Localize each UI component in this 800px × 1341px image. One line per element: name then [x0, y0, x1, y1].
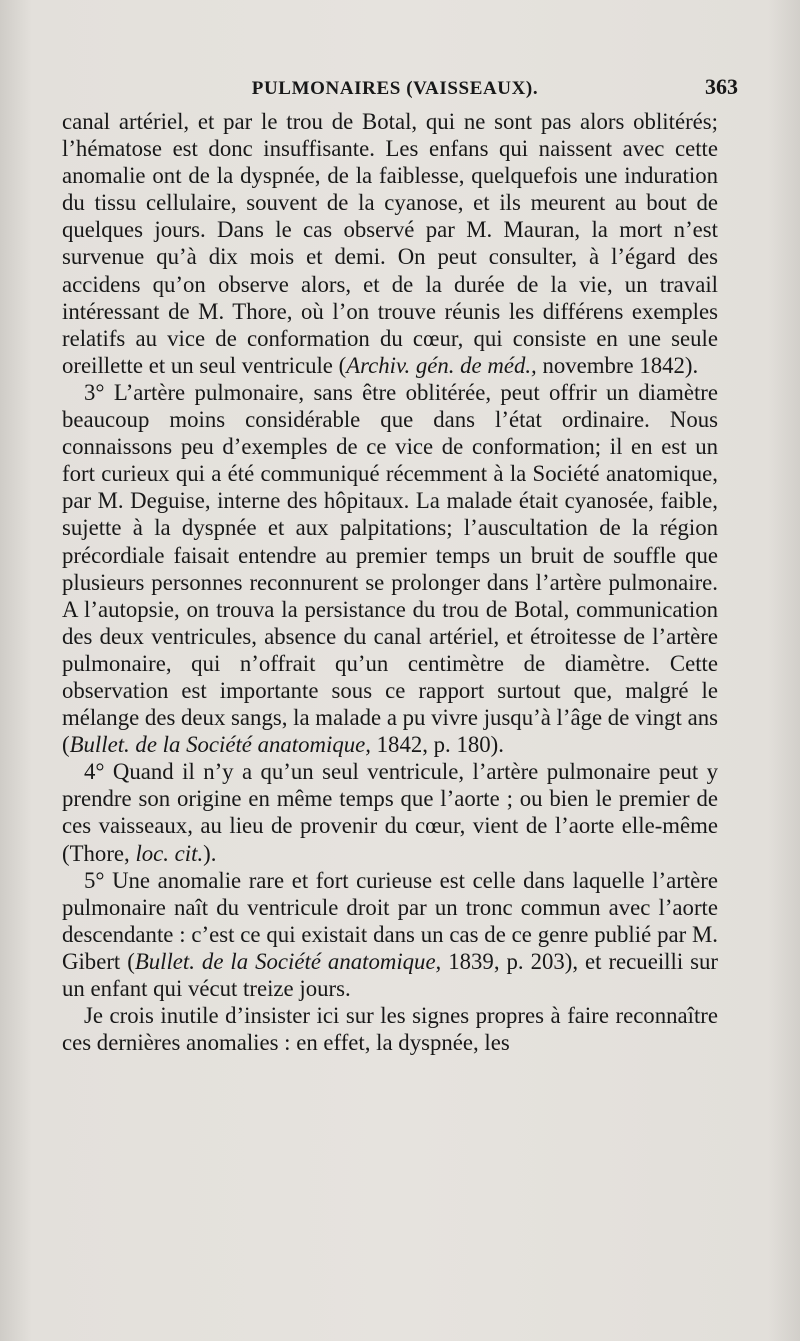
page-number: 363 — [705, 74, 738, 99]
citation-italic: loc. cit. — [135, 840, 204, 866]
paragraph-text: 3° L’artère pulmonaire, sans être oblitérée, peut offrir un diamètre beaucoup moins considérable que dans l’état ordinaire. Nous connaissons peu d’exemples de ce vice de conformation; il en est un fort curieux qui a été communiqué récemment à la Société anatomique, par M. Deguise, interne des hôpitaux. La malade était cyanosée, faible, sujette à la dyspnée et aux palpitations; l’auscultation de la région précordiale faisait entendre au premier temps un bruit de souffle que plusieurs personnes reconnurent se prolonger dans l’artère pulmonaire. A l’autopsie, on trouva la persistance du trou de Botal, communication des deux ventricules, absence du canal artériel, et étroitesse de l’artère pulmonaire, qui n’offrait qu’un centimètre de diamètre. Cette observation est importante sous ce rapport surtout que, malgré le mélange des deux sangs, la malade a pu vivre jusqu’à l’âge de vingt ans ( — [62, 379, 718, 758]
paragraph-text: novembre 1842). — [536, 352, 699, 378]
paragraph-text: 1839, p. 203), et recueilli sur un enfant qui vécut treize jours. — [62, 948, 718, 1001]
paragraph-text: 1842, p. 180). — [370, 732, 504, 758]
citation-italic: Bullet. de la Société anatomique, — [69, 732, 371, 758]
paragraph-text: Je crois inutile d’insister ici sur les signes propres à faire reconnaître ces dernières anomalies : en effet, la dyspnée, les — [62, 1003, 718, 1056]
citation-italic: Archiv. gén. de méd., — [346, 352, 537, 378]
paragraph-text: 5° Une anomalie rare et fort curieuse est celle dans laquelle l’artère pulmonaire naît du ventricule droit par un tronc commun avec l’aorte descendante : c’est ce qui existait dans un cas de ce genre publié par M. Gibert ( — [62, 867, 718, 974]
paragraph-text: 4° Quand il n’y a qu’un seul ventricule, l’artère pulmonaire peut y prendre son origine en même temps que l’aorte ; ou bien le premier de ces vaisseaux, au lieu de provenir du cœur, vient de l’aorte elle-même (Thore, — [62, 759, 718, 866]
paragraph-item-4 — [62, 758, 718, 866]
running-header — [62, 74, 738, 100]
body-text — [62, 108, 718, 1056]
paragraph-item-5 — [62, 867, 718, 1002]
paragraph-continuation — [62, 108, 718, 379]
paragraph-text: canal artériel, et par le trou de Botal, qui ne sont pas alors oblitérés; l’hématose est donc insuffisante. Les enfans qui naissent avec cette anomalie ont de la dyspnée, de la faiblesse, quelquefois une induration du tissu cellulaire, souvent de la cyanose, et ils meurent au bout de quelques jours. Dans le cas observé par M. Mauran, la mort n’est survenue qu’à dix mois et demi. On peut consulter, à l’égard des accidens qu’on observe alors, et de la durée de la vie, un travail intéressant de M. Thore, où l’on trouve réunis les différens exemples relatifs au vice de conformation du cœur, qui consiste en une seule oreillette et un seul ventricule ( — [62, 109, 718, 378]
citation-italic: Bullet. de la Société anatomique, — [134, 948, 442, 974]
paragraph-text: ). — [203, 840, 217, 866]
running-title: PULMONAIRES (VAISSEAUX). — [251, 78, 539, 99]
paragraph-final — [62, 1002, 718, 1056]
paragraph-item-3 — [62, 379, 718, 758]
